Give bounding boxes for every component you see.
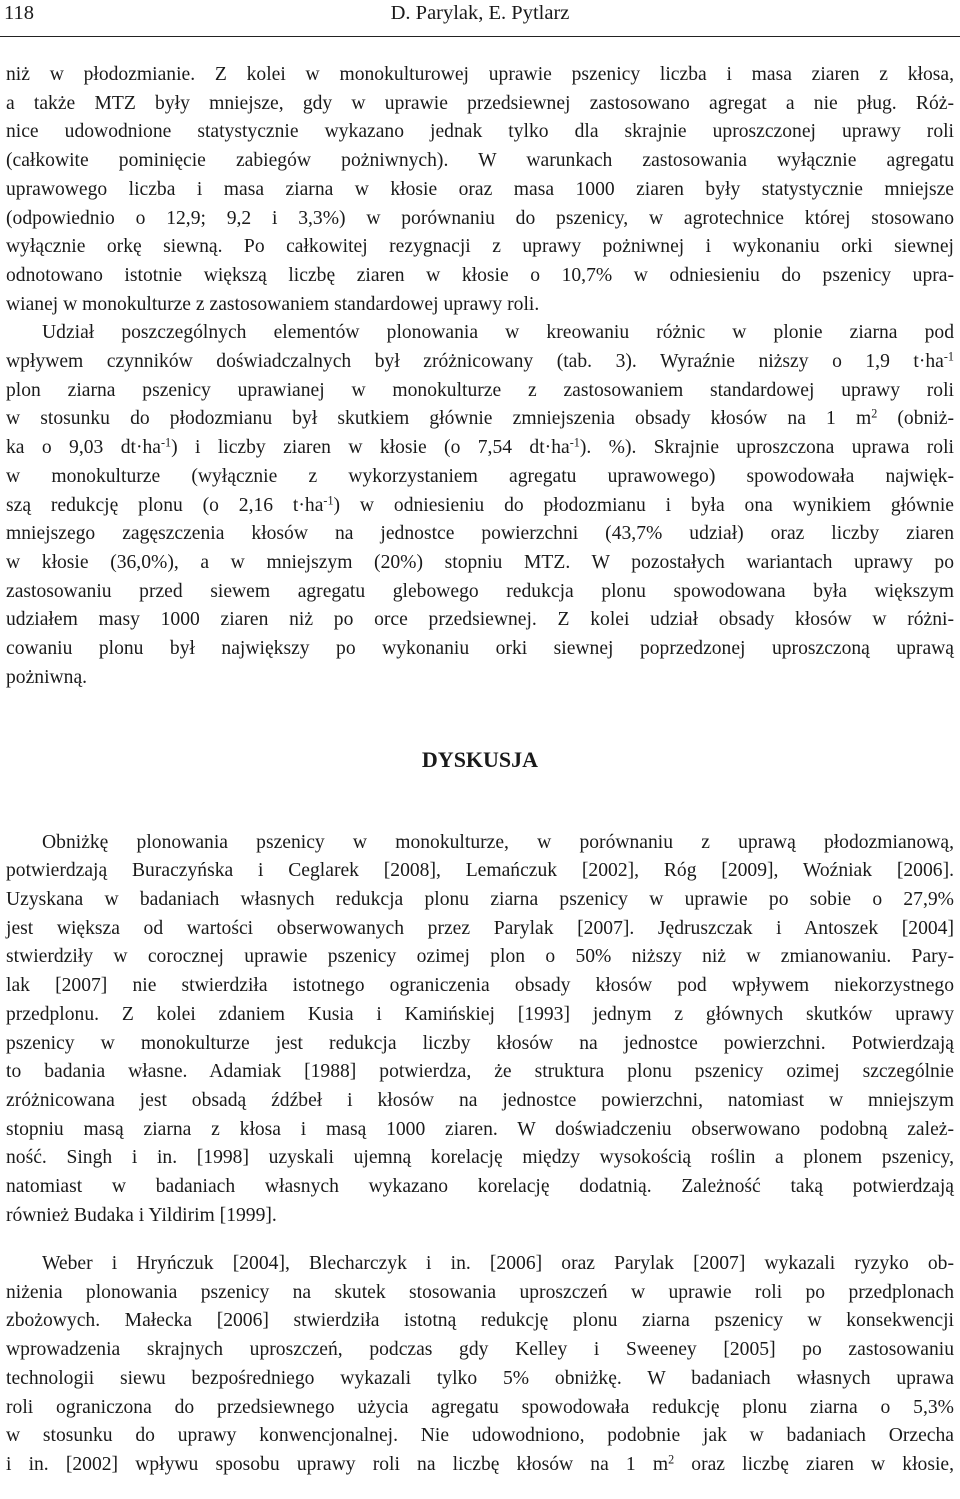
text-line: niż w płodozmianie. Z kolei w monokulturowej uprawie pszenicy liczba i masa ziaren z kłosa,: [6, 64, 954, 85]
text-line: w monokulturze (wyłącznie z wykorzystaniem agregatu uprawowego) spowodowała najwięk-: [6, 465, 954, 487]
text-line: zróżnicowana jest obsadą źdźbeł i kłosów na jednostce powierzchni, natomiast w mniejszym: [6, 1089, 954, 1111]
text-line: Weber i Hryńczuk [2004], Blecharczyk i in. [2006] oraz Parylak [2007] wykazali ryzyko ob-: [42, 1253, 954, 1275]
results-paragraph-2: [6, 319, 954, 692]
text-line: (odpowiednio o 12,9; 9,2 i 3,3%) w porównaniu do pszenicy, w agrotechnice której stosowano: [6, 207, 954, 229]
text-line: również Budaka i Yildirim [1999].: [6, 1204, 277, 1226]
results-section: [6, 61, 954, 692]
text-line: wianej w monokulturze z zastosowaniem standardowej uprawy roli.: [6, 293, 540, 315]
text-line: pożniwną.: [6, 666, 88, 688]
text-line: i in. [2002] wpływu sposobu uprawy roli na liczbę kłosów na 1 $m^2$ oraz liczbę ziaren w kłosie,: [6, 1452, 954, 1475]
text-line: natomiast w badaniach własnych wykazano korelację dodatnią. Zależność taką potwierdzają: [6, 1176, 954, 1198]
text-line: wprowadzenia skrajnych uproszczeń, podczas gdy Kelley i Sweeney [2005] po zastosowaniu: [6, 1339, 954, 1361]
text-line: a także MTZ były mniejsze, gdy w uprawie przedsiewnej zastosowano agregat a nie pług. Róż-: [6, 92, 954, 114]
text-line: w stosunku do uprawy konwencjonalnej. Nie udowodniono, podobnie jak w badaniach Orzecha: [6, 1425, 954, 1447]
text-line: Obniżkę plonowania pszenicy w monokulturze, w porównaniu z uprawą płodozmianową,: [42, 831, 954, 853]
text-line: to badania własne. Adamiak [1988] potwierdza, że struktura plonu pszenicy ozimej szczególnie: [6, 1061, 954, 1083]
header-rule: [0, 36, 960, 37]
text-line: uprawowego liczba i masa ziarna w kłosie oraz masa 1000 ziaren były statystycznie mniejsze: [6, 178, 954, 200]
text-line: zbożowych. Małecka [2006] stwierdziła istotną redukcję plonu ziarna pszenicy w konsekwencji: [6, 1310, 954, 1332]
text-line: stwierdziły w corocznej uprawie pszenicy ozimej plon o 50% niższy niż w zmianowaniu. Pary-: [6, 946, 954, 968]
text-line: odnotowano istotnie większą liczbę ziaren w kłosie o 10,7% w odniesieniu do pszenicy upra-: [6, 264, 954, 286]
text-line: w stosunku do płodozmianu był skutkiem głównie zmniejszenia obsady kłosów na 1 $m^2$ (obniż-: [6, 406, 954, 430]
text-line: (całkowite pominięcie zabiegów pożniwnych). W warunkach zastosowania wyłącznie agregatu: [6, 150, 954, 172]
results-paragraph-1: [6, 61, 954, 319]
text-line: wpływem czynników doświadczalnych był zróżnicowany (tab. 3). Wyraźnie niższy o 1,9 $t\cdot ha^{-1}$: [6, 349, 954, 373]
text-line: roli ograniczona do przedsiewnego użycia agregatu spowodowała redukcję plonu ziarna o 5,3%: [6, 1396, 954, 1418]
discussion-paragraph-2: [6, 1250, 954, 1480]
discussion-paragraph-1: [6, 829, 954, 1231]
running-header: [0, 0, 960, 26]
text-line: przedplonu. Z kolei zdaniem Kusia i Kamińskiej [1993] jednym z głównych skutków uprawy: [6, 1003, 954, 1025]
text-line: ka o 9,03 $dt\cdot ha^{-1}$) i liczby ziaren w kłosie (o 7,54 $dt\cdot ha^{-1}$). %). Skrajnie uproszczona uprawa roli: [6, 435, 954, 459]
text-line: Udział poszczególnych elementów plonowania w kreowaniu różnic w plonie ziarna pod: [42, 322, 954, 344]
text-line: udziałem masy 1000 ziaren niż po orce przedsiewnej. Z kolei udział obsady kłosów w różni-: [6, 609, 954, 631]
section-heading: DYSKUSJA: [421, 747, 539, 772]
running-title: D. Parylak, E. Pytlarz: [390, 2, 570, 24]
page-number: 118: [4, 2, 34, 24]
text-line: pszenicy w monokulturze jest redukcja liczby kłosów na jednostce powierzchni. Potwierdzają: [6, 1032, 954, 1054]
text-line: zastosowaniu przed siewem agregatu glebowego redukcja plonu spowodowana była większym: [6, 580, 954, 602]
text-line: technologii siewu bezpośredniego wykazali tylko 5% obniżkę. W badaniach własnych uprawa: [6, 1367, 954, 1389]
text-line: jest większa od wartości obserwowanych przez Parylak [2007]. Jędruszczak i Antoszek [2004]: [6, 917, 954, 939]
text-line: Uzyskana w badaniach własnych redukcja plonu ziarna pszenicy w uprawie po sobie o 27,9%: [6, 889, 954, 910]
text-line: szą redukcję plonu (o 2,16 $t\cdot ha^{-1}$) w odniesieniu do płodozmianu i była ona wynikiem głównie: [6, 492, 954, 516]
text-line: nice udowodnione statystycznie wykazano jednak tylko dla skrajnie uproszczonej uprawy roli: [6, 121, 954, 143]
text-line: w kłosie (36,0%), a w mniejszym (20%) stopniu MTZ. W pozostałych wariantach uprawy po: [6, 551, 954, 573]
text-line: niżenia plonowania pszenicy na skutek stosowania uproszczeń w uprawie roli po przedplonach: [6, 1281, 954, 1303]
text-line: cowaniu plonu był największy po wykonaniu orki siewnej poprzedzonej uproszczoną uprawą: [6, 638, 954, 660]
discussion-section: [6, 809, 954, 1499]
text-line: wyłącznie orkę siewną. Po całkowitej rezygnacji z uprawy pożniwnej i wykonaniu orki siewnej: [6, 236, 954, 258]
text-line: plon ziarna pszenicy uprawianej w monokulturze z zastosowaniem standardowej uprawy roli: [6, 379, 954, 401]
text-line: mniejszego zagęszczenia kłosów na jednostce powierzchni (43,7% udział) oraz liczby ziaren: [6, 523, 954, 545]
text-line: lak [2007] nie stwierdziła istotnego ograniczenia obsady kłosów pod wpływem niekorzystnego: [6, 975, 954, 997]
text-line: ność. Singh i in. [1998] uzyskali ujemną korelację między wysokością roślin a plonem pszenicy,: [6, 1147, 954, 1169]
text-line: stopniu masą ziarna z kłosa i masą 1000 ziaren. W doświadczeniu obserwowano podobną zależ-: [6, 1118, 954, 1140]
text-line: potwierdzają Buraczyńska i Ceglarek [2008], Lemańczuk [2002], Róg [2009], Woźniak [2006].: [6, 860, 954, 882]
